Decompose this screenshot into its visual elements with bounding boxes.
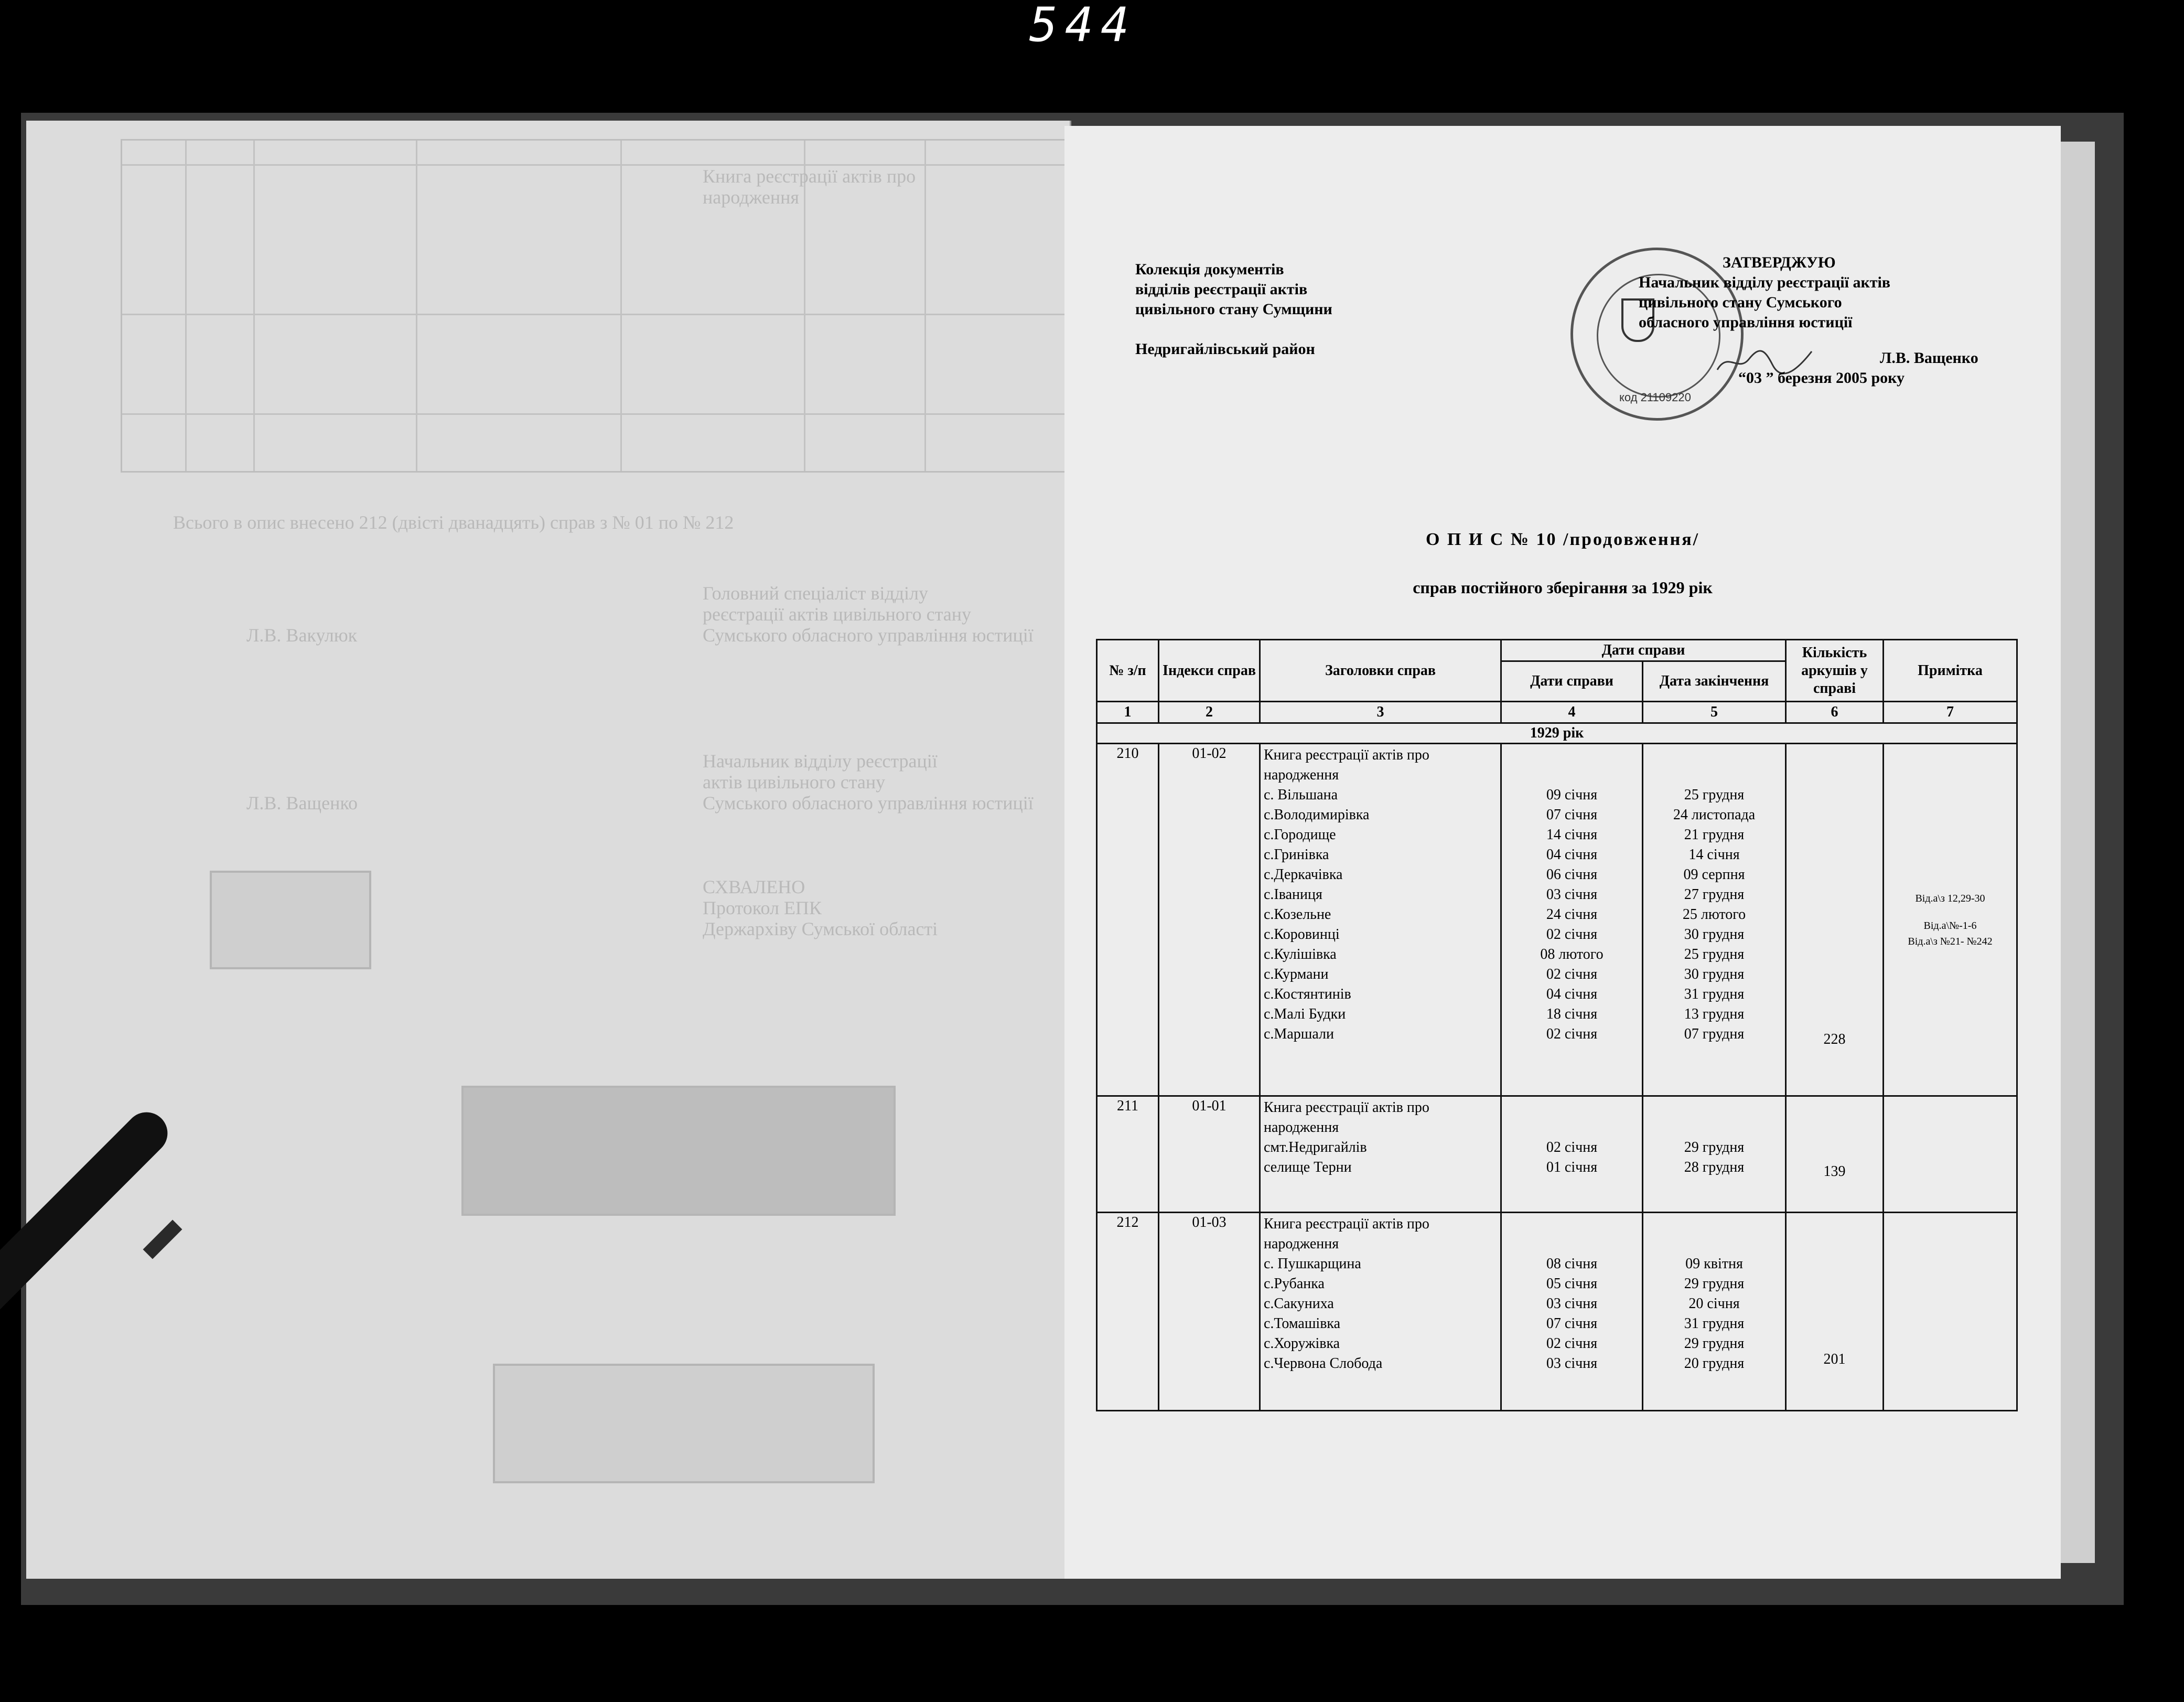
note-cell	[1884, 1213, 2017, 1411]
approval-block	[1639, 253, 1978, 388]
bleed-text: Книга реєстрації актів про	[703, 166, 916, 187]
note-line: Від.а\№-1-6	[1923, 919, 1977, 932]
row-index: 01-01	[1159, 1096, 1260, 1213]
column-number: 6	[1786, 702, 1884, 723]
place: с.Деркачівка	[1264, 866, 1343, 883]
end-date: 29 грудня	[1684, 1139, 1745, 1155]
header-dates-group: Дати справи	[1501, 640, 1786, 661]
row-title: Книга реєстрації актів про народження	[1264, 1216, 1429, 1252]
start-date: 08 лютого	[1540, 946, 1604, 962]
bleed-text: реєстрації актів цивільного стану	[703, 604, 971, 625]
document-subtitle: справ постійного зберігання за 1929 рік	[1413, 578, 1713, 597]
place: с. Вільшана	[1264, 787, 1338, 803]
place: с.Хоружівка	[1264, 1335, 1340, 1352]
place: с.Маршали	[1264, 1026, 1334, 1042]
place: с.Костянтинів	[1264, 986, 1351, 1002]
place: с.Курмани	[1264, 966, 1329, 982]
place: с.Гринівка	[1264, 847, 1329, 863]
end-date: 31 грудня	[1684, 986, 1745, 1002]
collection-header	[1135, 260, 1332, 359]
collection-line: відділів реєстрації актів	[1135, 281, 1308, 298]
bleed-text: СХВАЛЕНО	[703, 876, 805, 897]
place: с.Козельне	[1264, 906, 1331, 923]
start-date: 02 січня	[1546, 1139, 1598, 1155]
table-row	[1097, 1213, 2017, 1411]
row-title-cell	[1260, 1096, 1501, 1213]
end-date: 20 грудня	[1684, 1355, 1745, 1372]
start-date: 04 січня	[1546, 847, 1598, 863]
place: с.Малі Будки	[1264, 1006, 1346, 1022]
sheet-count: 228	[1786, 744, 1884, 1096]
left-page	[26, 121, 1071, 1579]
end-date: 25 грудня	[1684, 946, 1745, 962]
start-date: 03 січня	[1546, 1296, 1598, 1312]
start-date: 07 січня	[1546, 1315, 1598, 1332]
end-date: 20 січня	[1688, 1296, 1740, 1312]
place: с.Городище	[1264, 827, 1336, 843]
bleed-text: Л.В. Вакулюк	[246, 625, 358, 646]
sheet-count: 201	[1786, 1213, 1884, 1411]
end-date: 30 грудня	[1684, 926, 1745, 943]
header-sheets: Кількість аркушів у справі	[1786, 640, 1884, 702]
bleed-text: Начальник відділу реєстрації	[703, 751, 938, 772]
sheet-count: 139	[1786, 1096, 1884, 1213]
bleed-text: Сумського обласного управління юстиції	[703, 793, 1034, 813]
row-title-cell	[1260, 744, 1501, 1096]
place: с.Томашівка	[1264, 1315, 1341, 1332]
start-date: 02 січня	[1546, 1026, 1598, 1042]
district-name: Недригайлівський район	[1135, 340, 1315, 358]
row-title: Книга реєстрації актів про народження	[1264, 1099, 1429, 1136]
year-row: 1929 рік	[1097, 723, 2017, 744]
end-date: 25 лютого	[1682, 906, 1746, 923]
start-date: 18 січня	[1546, 1006, 1598, 1022]
column-number: 3	[1260, 702, 1501, 723]
start-date: 08 січня	[1546, 1256, 1598, 1272]
start-date: 04 січня	[1546, 986, 1598, 1002]
row-title: Книга реєстрації актів про народження	[1264, 747, 1429, 783]
place: с.Сакуниха	[1264, 1296, 1334, 1312]
inventory-table	[1096, 639, 2018, 1411]
header-date-end: Дата закінчення	[1643, 661, 1786, 702]
bleed-text: Протокол ЕПК	[703, 897, 822, 918]
frame-number: 544	[1029, 0, 1137, 52]
row-title-cell	[1260, 1213, 1501, 1411]
note-cell	[1884, 1096, 2017, 1213]
row-number: 210	[1097, 744, 1159, 1096]
start-dates-cell	[1501, 1213, 1643, 1411]
row-index: 01-02	[1159, 744, 1260, 1096]
approval-line: цивільного стану Сумського	[1639, 294, 1842, 311]
header-note: Примітка	[1884, 640, 2017, 702]
end-date: 24 листопада	[1673, 807, 1756, 823]
place: с.Іваниця	[1264, 886, 1322, 903]
end-dates-cell	[1643, 744, 1786, 1096]
approval-heading: ЗАТВЕРДЖУЮ	[1723, 254, 1836, 271]
bleed-text: Л.В. Ващенко	[246, 793, 358, 813]
approval-line: обласного управління юстиції	[1639, 314, 1853, 331]
end-dates-cell	[1643, 1096, 1786, 1213]
end-date: 28 грудня	[1684, 1159, 1745, 1175]
end-dates-cell	[1643, 1213, 1786, 1411]
start-date: 14 січня	[1546, 827, 1598, 843]
column-number: 1	[1097, 702, 1159, 723]
bleed-through-table	[121, 139, 1068, 473]
start-date: 01 січня	[1546, 1159, 1598, 1175]
document-title: О П И С № 10 /продовження/	[1425, 530, 1700, 549]
header-date-start: Дати справи	[1501, 661, 1643, 702]
start-dates-cell	[1501, 1096, 1643, 1213]
start-date: 05 січня	[1546, 1276, 1598, 1292]
bleed-stamp	[461, 1086, 896, 1216]
start-date: 07 січня	[1546, 807, 1598, 823]
place: с.Коровинці	[1264, 926, 1340, 943]
column-number: 2	[1159, 702, 1260, 723]
start-date: 03 січня	[1546, 1355, 1598, 1372]
table-row	[1097, 744, 2017, 1096]
start-date: 02 січня	[1546, 926, 1598, 943]
column-number: 4	[1501, 702, 1643, 723]
start-date: 02 січня	[1546, 966, 1598, 982]
place: смт.Недригайлів	[1264, 1139, 1367, 1155]
collection-line: цивільного стану Сумщини	[1135, 301, 1332, 318]
end-date: 13 грудня	[1684, 1006, 1745, 1022]
header-num: № з/п	[1097, 640, 1159, 702]
end-date: 25 грудня	[1684, 787, 1745, 803]
collection-line: Колекція документів	[1135, 261, 1284, 278]
end-date: 09 серпня	[1683, 866, 1745, 883]
bleed-text: народження	[703, 187, 799, 208]
place: селище Терни	[1264, 1159, 1352, 1175]
end-date: 29 грудня	[1684, 1276, 1745, 1292]
bleed-stamp	[493, 1364, 875, 1483]
header-index: Індекси справ	[1159, 640, 1260, 702]
end-date: 29 грудня	[1684, 1335, 1745, 1352]
start-date: 06 січня	[1546, 866, 1598, 883]
start-date: 24 січня	[1546, 906, 1598, 923]
place: с.Володимирівка	[1264, 807, 1370, 823]
end-date: 30 грудня	[1684, 966, 1745, 982]
end-date: 07 грудня	[1684, 1026, 1745, 1042]
place: с.Рубанка	[1264, 1276, 1325, 1292]
page-edge	[2058, 142, 2095, 1563]
seal-code: код 21109220	[1619, 391, 1691, 404]
end-date: 31 грудня	[1684, 1315, 1745, 1332]
note-line: Від.а\з №21- №242	[1908, 935, 1993, 947]
bleed-text: Головний спеціаліст відділу	[703, 583, 928, 604]
row-number: 212	[1097, 1213, 1159, 1411]
start-dates-cell	[1501, 744, 1643, 1096]
end-date: 09 квітня	[1685, 1256, 1743, 1272]
end-date: 21 грудня	[1684, 827, 1745, 843]
end-date: 14 січня	[1688, 847, 1740, 863]
row-index: 01-03	[1159, 1213, 1260, 1411]
bleed-text: Держархіву Сумської області	[703, 918, 938, 939]
header-titles: Заголовки справ	[1260, 640, 1501, 702]
place: с.Кулішівка	[1264, 946, 1337, 962]
place: с.Червона Слобода	[1264, 1355, 1383, 1372]
right-page	[1064, 126, 2061, 1579]
start-date: 03 січня	[1546, 886, 1598, 903]
row-number: 211	[1097, 1096, 1159, 1213]
start-date: 09 січня	[1546, 787, 1598, 803]
bleed-text: Всього в опис внесено 212 (двісті дванадцять) справ з № 01 по № 212	[173, 512, 734, 533]
column-number: 7	[1884, 702, 2017, 723]
place: с. Пушкарщина	[1264, 1256, 1361, 1272]
end-date: 27 грудня	[1684, 886, 1745, 903]
signer-name: Л.В. Ващенко	[1880, 349, 1978, 367]
note-line: Від.а\з 12,29-30	[1915, 892, 1985, 904]
bleed-text: актів цивільного стану	[703, 772, 886, 793]
bleed-text: Сумського обласного управління юстиції	[703, 625, 1034, 646]
note-cell	[1884, 744, 2017, 1096]
approval-date: “03 ” березня 2005 року	[1738, 369, 1905, 387]
approval-line: Начальник відділу реєстрації актів	[1639, 274, 1890, 291]
start-date: 02 січня	[1546, 1335, 1598, 1352]
table-row	[1097, 1096, 2017, 1213]
column-number: 5	[1643, 702, 1786, 723]
bleed-stamp	[210, 871, 371, 969]
